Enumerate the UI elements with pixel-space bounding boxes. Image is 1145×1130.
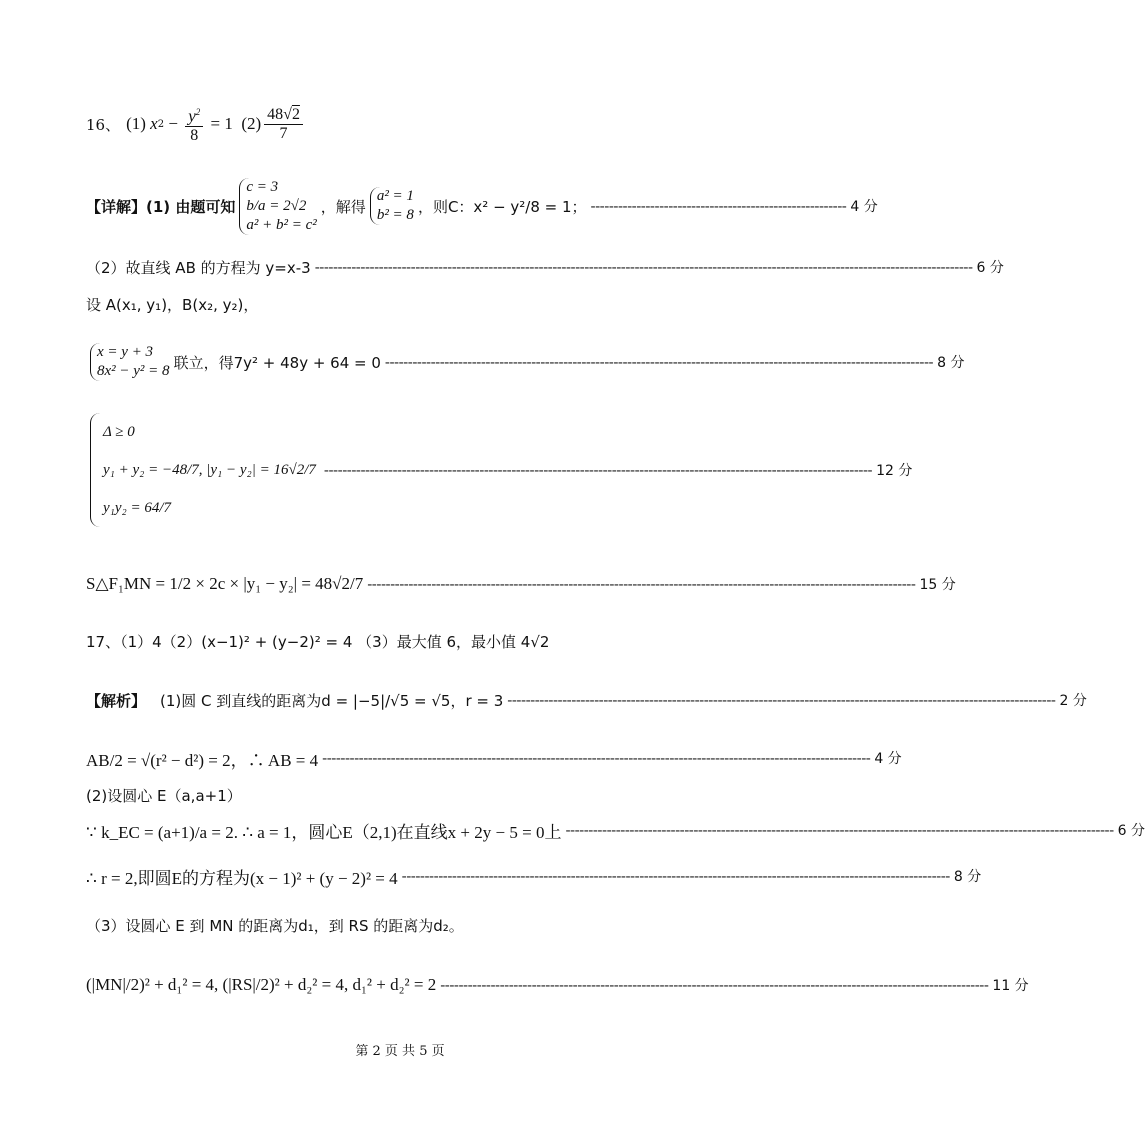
q17-analysis-line [86,678,1087,722]
score: 4 分 [850,199,878,215]
detail-text1: (1) 由题可知 [146,197,236,216]
q17-eq-line [86,960,1029,1010]
q17-r-line [86,857,982,895]
q16-area-line [86,562,956,606]
q17-answer [86,622,705,660]
r-formula: ∴ r = 2,即圆E的方程为(x − 1)² + (y − 2)² = 4 [86,868,398,888]
score: 4 分 [874,751,902,767]
q16-detail-line [86,178,878,234]
score: 11 分 [992,978,1029,994]
dash-line: ------------------------------------------------------------------------------------------------------------------------ [367,575,916,593]
q17-ab-line [86,737,902,779]
score: 8 分 [937,355,965,371]
system1: c = 3 b/a = 2√2 a² + b² = c² [239,178,316,235]
dash-line: ------------------------------------------------------------------------------------------------------------------------------------------------ [314,258,973,276]
dash-line: ------------------------------------------------------------------------------------------------------------------------ [322,749,871,767]
analysis1-text: (1)圆 C 到直线的距离为d = |−5|/√5 = √5，r = 3 [160,691,504,710]
system2: a² = 1 b² = 8 [370,187,414,225]
eq-formula: (|MN|/2)² + d₁² = 4, (|RS|/2)² + d₂² = 4, d₁² + d₂² = 2 [86,975,437,994]
score: 12 分 [876,463,913,479]
dash-line: ------------------------------------------------------------------------------------------------------------------------ [384,353,934,371]
q17-answer-text: 17、（1）4（2）(x−1)² + (y−2)² = 4 （3）最大值 6，最小值 4√2 [86,632,550,651]
system4: Δ ≥ 0 y₁ + y₂ = −48/7, |y₁ − y₂| = 16√2/7 y₁y₂ = 64/7 [90,413,316,527]
analysis-label: 【解析】 [86,691,147,710]
q16-set-points [86,285,705,323]
join-text: 联立，得7y² + 48y + 64 = 0 [173,353,381,372]
k-formula: ∵ k_EC = (a+1)/a = 2. ∴ a = 1，圆心E（2,1)在直线x + 2y − 5 = 0上 [86,822,562,842]
q17-k-line [86,810,1145,850]
dash-line: ------------------------------------------------------------------------------------------------------------------------ [323,461,873,479]
system3: x = y + 3 8x² − y² = 8 [90,343,170,381]
dash-line: -------------------------------------------------------- [590,197,847,215]
dash-line: ------------------------------------------------------------------------------------------------------------------------ [507,691,1056,709]
q17-part3 [86,906,705,944]
score: 15 分 [919,577,956,593]
dash-line: ------------------------------------------------------------------------------------------------------------------------ [440,976,989,994]
score: 8 分 [953,869,982,885]
part3-text: （3）设圆心 E 到 MN 的距离为d₁，到 RS 的距离为d₂。 [86,916,464,935]
q16-answer: 16、 (1) x 2 − $\frac{y^2}{8}$ = 1 (2) 48√2 7 [86,105,705,143]
dash-line: ------------------------------------------------------------------------------------------------------------------------ [565,821,1114,839]
score: 6 分 [976,260,1004,276]
score: 2 分 [1059,693,1087,709]
set-center-text: (2)设圆心 E（a,a+1） [86,786,242,805]
score: 6 分 [1117,823,1145,839]
set-points-text: 设 A(x₁, y₁)，B(x₂, y₂)， [86,295,259,314]
q16-system4-line [86,405,913,535]
page-footer: 第 2 页 共 5 页 [355,1044,445,1059]
q16-line-ab [86,248,1004,286]
q16-number: 16、 [86,115,121,134]
solve-text: ，解得 [320,197,366,216]
ab-formula: AB/2 = √(r² − d²) = 2，∴ AB = 4 [86,750,319,770]
then-c: ，则C：x² − y²/8 = 1； [417,197,587,216]
detail-label: 【详解】 [86,197,147,216]
area-formula: S△F₁MN = 1/2 × 2c × |y₁ − y₂| = 48√2/7 [86,574,364,593]
q16-system3-line [86,338,965,386]
dash-line: ------------------------------------------------------------------------------------------------------------------------ [401,867,950,885]
q17-set-center [86,780,705,810]
line-ab-text: （2）故直线 AB 的方程为 y=x-3 [86,258,311,277]
